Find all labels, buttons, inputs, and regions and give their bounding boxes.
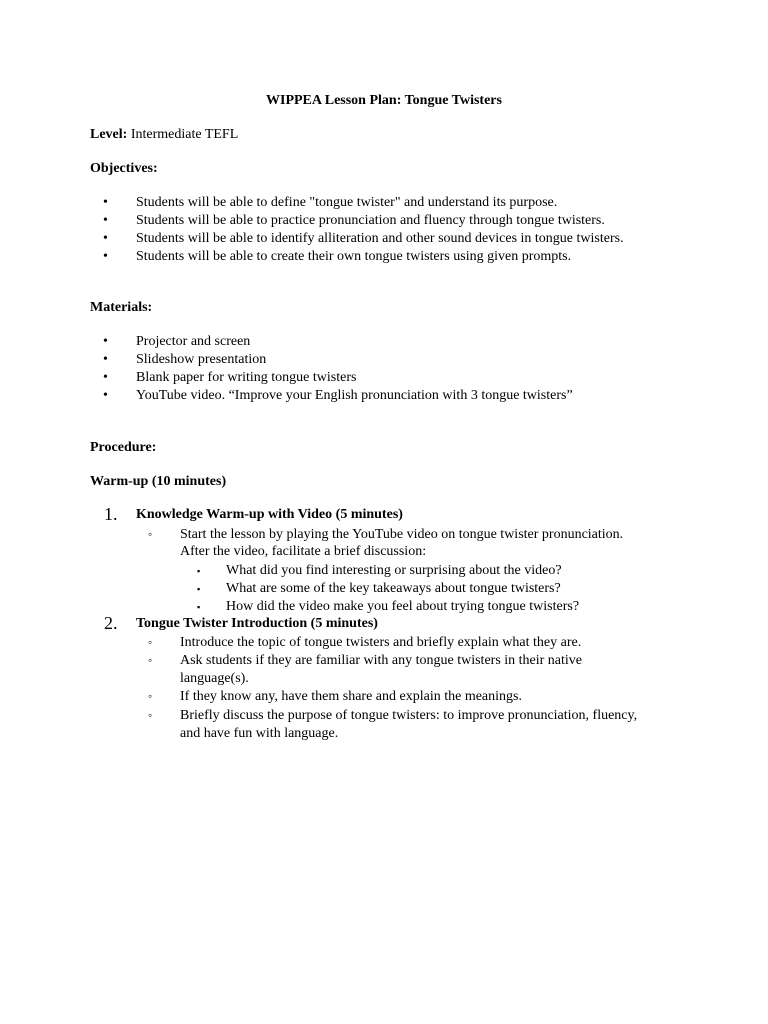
list-item-continuation: After the video, facilitate a brief discussion: bbox=[180, 544, 427, 559]
list-item: ▪ What are some of the key takeaways about tongue twisters? bbox=[197, 581, 561, 596]
bullet-icon: • bbox=[103, 352, 108, 367]
circle-bullet-icon: ◦ bbox=[148, 653, 153, 667]
square-bullet-icon: ▪ bbox=[197, 584, 201, 594]
square-bullet-icon: ▪ bbox=[197, 602, 201, 612]
objectives-heading: Objectives: bbox=[90, 161, 158, 176]
bullet-icon: • bbox=[103, 213, 108, 228]
list-item: • YouTube video. “Improve your English pronunciation with 3 tongue twisters” bbox=[103, 388, 573, 403]
circle-bullet-icon: ◦ bbox=[148, 689, 153, 703]
level-line bbox=[90, 127, 238, 143]
list-item: ◦ Introduce the topic of tongue twisters and briefly explain what they are. bbox=[148, 635, 582, 650]
list-item: ▪ What did you find interesting or surprising about the video? bbox=[197, 563, 562, 578]
bullet-icon: • bbox=[103, 388, 108, 403]
list-item-continuation: and have fun with language. bbox=[180, 726, 339, 741]
bullet-icon: • bbox=[103, 231, 108, 246]
bullet-icon: • bbox=[103, 334, 108, 349]
circle-bullet-icon: ◦ bbox=[148, 527, 153, 541]
bullet-icon: • bbox=[103, 195, 108, 210]
list-item: • Students will be able to identify alliteration and other sound devices in tongue twisters. bbox=[103, 231, 624, 246]
bullet-icon: • bbox=[103, 370, 108, 385]
list-item: • Blank paper for writing tongue twisters bbox=[103, 370, 357, 385]
materials-list bbox=[90, 333, 710, 405]
objectives-list bbox=[90, 194, 710, 266]
list-item: • Students will be able to create their own tongue twisters using given prompts. bbox=[103, 249, 572, 264]
square-bullet-icon: ▪ bbox=[197, 566, 201, 576]
list-item: ◦ Ask students if they are familiar with any tongue twisters in their native bbox=[148, 653, 583, 668]
list-item: • Students will be able to define "tongue twister" and understand its purpose. bbox=[103, 195, 558, 210]
step-title: Tongue Twister Introduction (5 minutes) bbox=[136, 616, 378, 631]
bullet-icon: • bbox=[103, 249, 108, 264]
level-value: Intermediate TEFL bbox=[130, 127, 239, 142]
warmup-heading: Warm-up (10 minutes) bbox=[90, 474, 227, 489]
step-number: 2. bbox=[104, 613, 118, 633]
list-item: ◦ Start the lesson by playing the YouTube video on tongue twister pronunciation. bbox=[148, 527, 624, 542]
list-item: ◦ Briefly discuss the purpose of tongue twisters: to improve pronunciation, fluency, bbox=[148, 708, 638, 723]
list-item: • Projector and screen bbox=[103, 334, 251, 349]
circle-bullet-icon: ◦ bbox=[148, 635, 153, 649]
level-label: Level: bbox=[90, 127, 128, 142]
circle-bullet-icon: ◦ bbox=[148, 708, 153, 722]
list-item: • Students will be able to practice pronunciation and fluency through tongue twisters. bbox=[103, 213, 605, 228]
procedure-heading: Procedure: bbox=[90, 440, 157, 455]
list-item: ◦ If they know any, have them share and explain the meanings. bbox=[148, 689, 522, 704]
list-item: ▪ How did the video make you feel about trying tongue twisters? bbox=[197, 599, 580, 614]
list-item: • Slideshow presentation bbox=[103, 352, 267, 367]
materials-heading: Materials: bbox=[90, 300, 153, 315]
list-item-continuation: language(s). bbox=[180, 671, 249, 686]
step-title: Knowledge Warm-up with Video (5 minutes) bbox=[136, 507, 403, 522]
document-title: WIPPEA Lesson Plan: Tongue Twisters bbox=[266, 93, 502, 108]
step-number: 1. bbox=[104, 504, 118, 524]
